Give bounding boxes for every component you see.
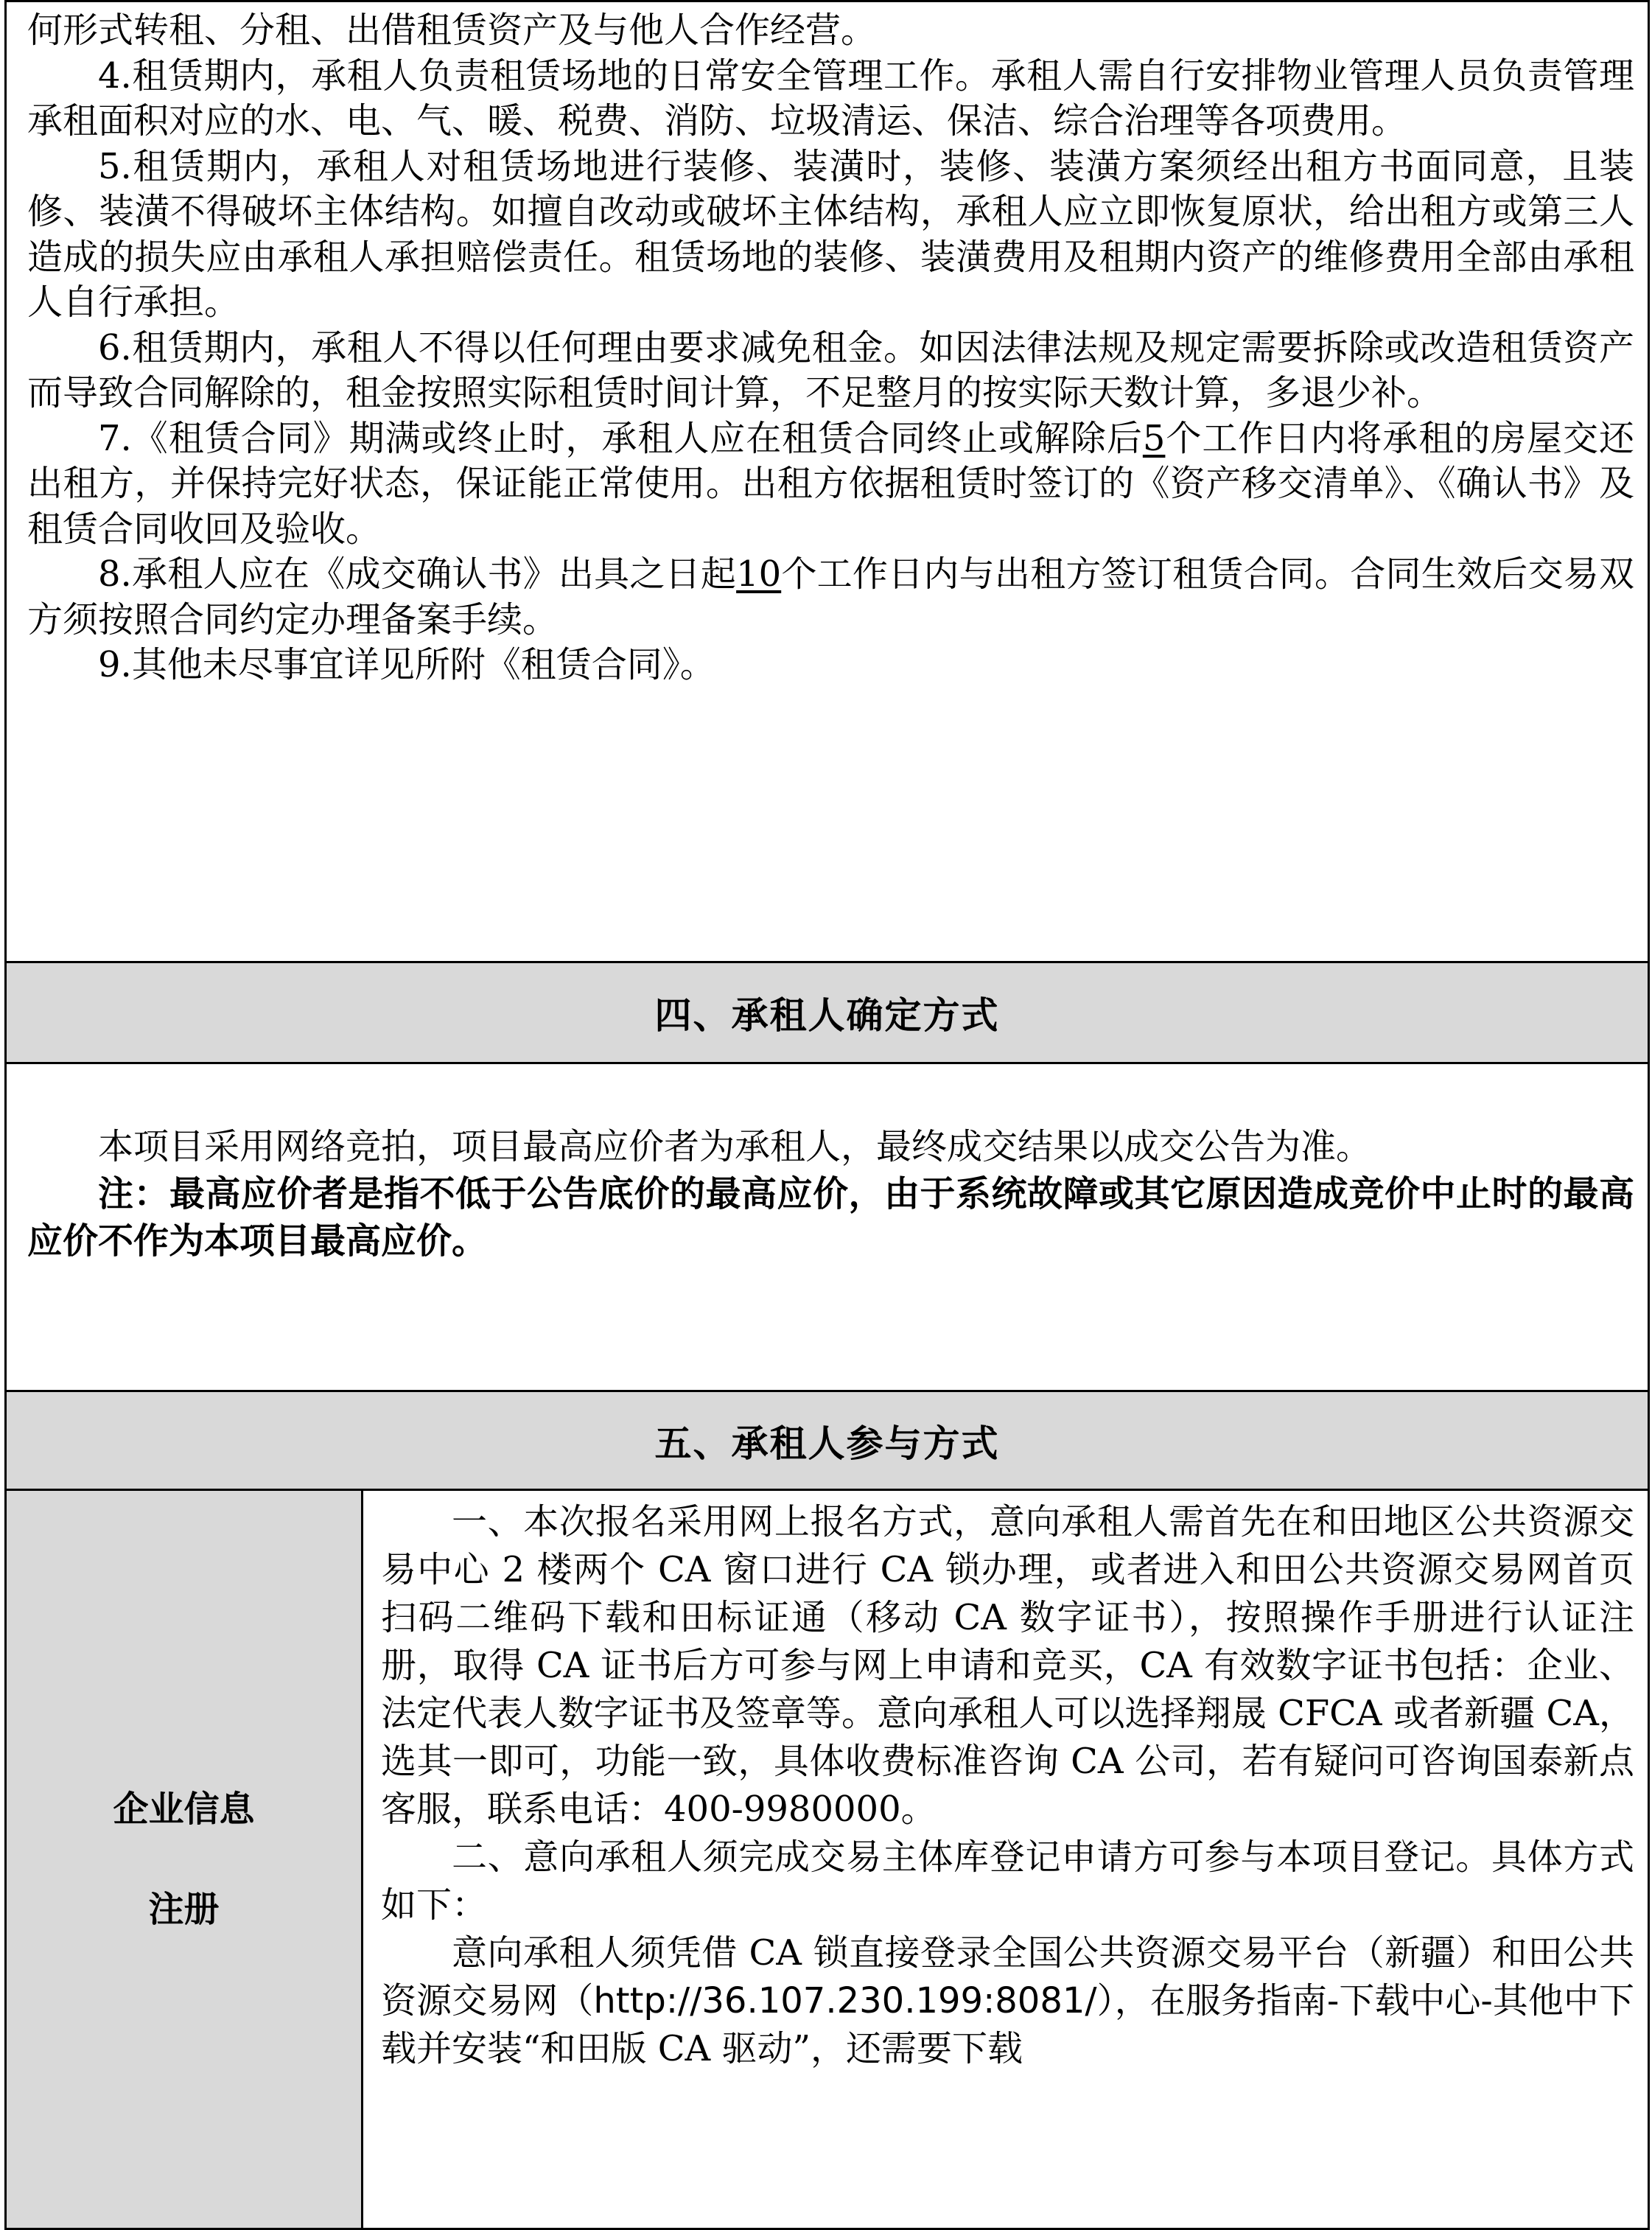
terms-item-6: 6.租赁期内，承租人不得以任何理由要求减免租金。如因法律法规及规定需要拆除或改造租赁资产而导致合同解除的，租金按照实际租赁时间计算，不足整月的按实际天数计算，多退少补。	[27, 326, 1634, 413]
item7-text-after: 个工作日内将承租的房屋交还出租方，并保持完好状态，保证能正常使用。出租方依据租赁时签订的《资产移交清单》、《确认书》及租赁合同收回及验收。	[27, 417, 1634, 550]
section4-note: 注：最高应价者是指不低于公告底价的最高应价，由于系统故障或其它原因造成竞价中止时的最高应价不作为本项目最高应价。	[27, 1173, 1634, 1262]
registration-para-2: 二、意向承租人须完成交易主体库登记申请方可参与本项目登记。具体方式如下：	[381, 1836, 1634, 1926]
registration-label-line1: 企业信息	[113, 1789, 255, 1830]
section5-title: 五、承租人参与方式	[6, 1391, 1649, 1490]
section4-body-row	[6, 1063, 1649, 1391]
section4-body-cell	[6, 1063, 1649, 1391]
item8-text-before: 8.承租人应在《成交确认书》出具之日起	[98, 553, 737, 595]
registration-para-3	[381, 1929, 1634, 2073]
return-days-value: 5	[1142, 417, 1166, 459]
section4-title: 四、承租人确定方式	[6, 962, 1649, 1063]
terms-item-5: 5.租赁期内，承租人对租赁场地进行装修、装潢时，装修、装潢方案须经出租方书面同意，且装修、装潢不得破坏主体结构。如擅自改动或破坏主体结构，承租人应立即恢复原状，给出租方或第三人造成的损失应由承租人承担赔偿责任。租赁场地的装修、装潢费用及租期内资产的维修费用全部由承租人自行承担。	[27, 145, 1634, 323]
registration-para-1: 一、本次报名采用网上报名方式，意向承租人需首先在和田地区公共资源交易中心 2 楼两个 CA 窗口进行 CA 锁办理，或者进入和田公共资源交易网首页扫码二维码下载和田标证通（移动 CA 数字证书），按照操作手册进行认证注册，取得 CA 证书后方可参与网上申请和竞买，CA 有效数字证书包括：企业、法定代表人数字证书及签章等。意向承租人可以选择翔晟 CFCA 或者新疆 CA，选其一即可，功能一致，具体收费标准咨询 CA 公司，若有疑问可咨询国泰新点客服，联系电话：400-9980000。	[381, 1501, 1634, 1830]
announcement-table	[4, 0, 1650, 2230]
signing-days-value: 10	[736, 553, 782, 595]
section5-header-row	[6, 1391, 1649, 1490]
trading-site-url: http://36.107.230.199:8081/	[593, 1980, 1097, 2021]
registration-row	[6, 1490, 1649, 2229]
para3-text-before: 意向承租人须凭借 CA 锁直接登录全国公共资源交易平台（新疆）和田公共资源交易网（	[381, 1932, 1634, 2021]
registration-label-line2: 注册	[148, 1889, 220, 1930]
section4-body-text: 本项目采用网络竞拍，项目最高应价者为承租人，最终成交结果以成交公告为准。	[98, 1126, 1372, 1167]
registration-content	[363, 1490, 1649, 2229]
terms-item-7	[27, 416, 1634, 553]
terms-item-4: 4.租赁期内，承租人负责租赁场地的日常安全管理工作。承租人需自行安排物业管理人员负责管理承租面积对应的水、电、气、暖、税费、消防、垃圾清运、保洁、综合治理等各项费用。	[27, 55, 1634, 141]
para3-text-after: ），在服务指南-下载中心-其他中下载并安装“和田版 CA 驱动”，还需要下载	[381, 1980, 1634, 2069]
item8-text-after: 个工作日内与出租方签订租赁合同。合同生效后交易双方须按照合同约定办理备案手续。	[27, 553, 1634, 640]
terms-item-8	[27, 552, 1634, 643]
section4-header-row	[6, 962, 1649, 1063]
item7-text-before: 7.《租赁合同》期满或终止时，承租人应在租赁合同终止或解除后	[98, 417, 1143, 459]
registration-label	[6, 1490, 363, 2229]
terms-row	[6, 1, 1649, 962]
terms-continuation: 何形式转租、分租、出借租赁资产及与他人合作经营。	[27, 10, 877, 51]
terms-cell	[6, 1, 1649, 962]
terms-item-9: 9.其他未尽事宜详见所附《租赁合同》。	[98, 644, 715, 685]
